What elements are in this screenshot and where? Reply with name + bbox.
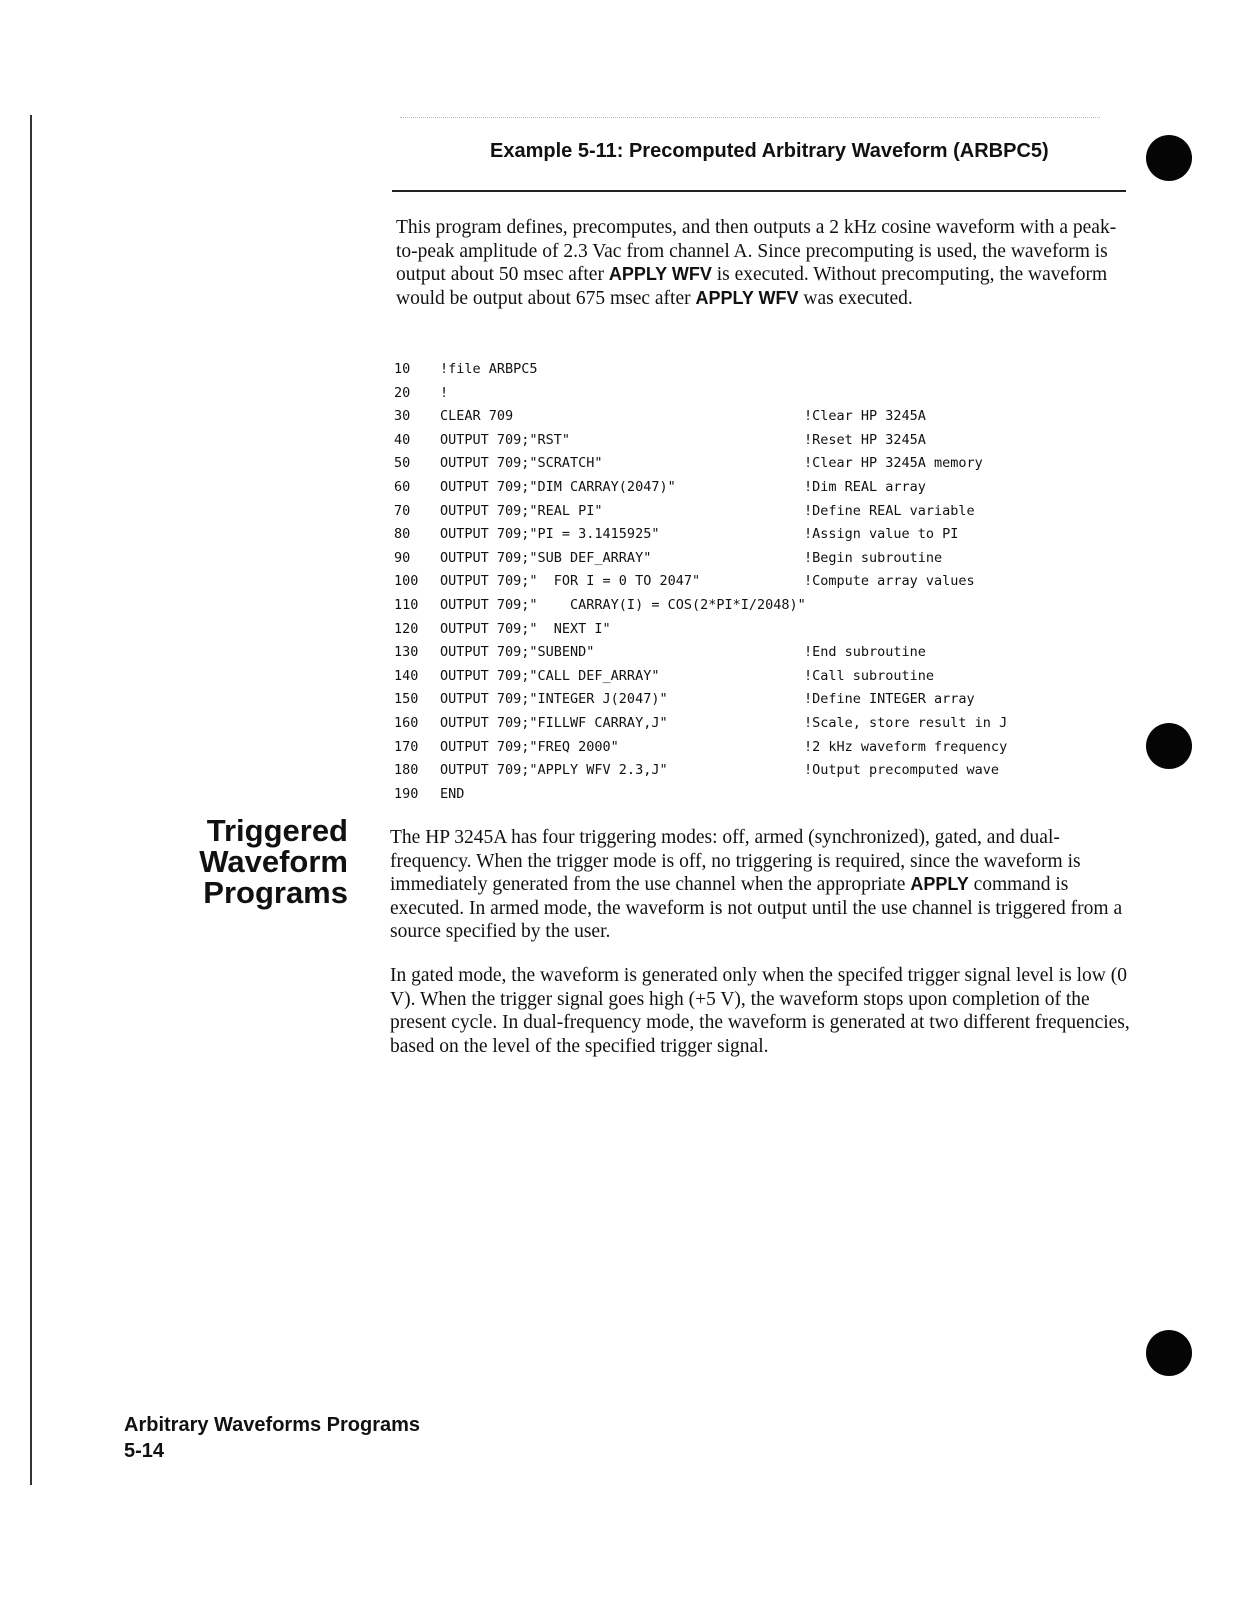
code-comment: !2 kHz waveform frequency [804, 738, 1008, 755]
punch-hole [1146, 135, 1192, 181]
code-comment: !End subroutine [804, 644, 926, 661]
code-statement: OUTPUT 709;" NEXT I" [440, 620, 611, 637]
line-number: 40 [394, 431, 411, 448]
text-run: This program defines, precomputes, and then outputs a 2 kHz cosine waveform with a peak-to-peak amplitude of 2.3 Vac from channel A. Since precomputing is used, the waveform is output about 50 msec after [396, 217, 1117, 285]
code-statement: OUTPUT 709;"PI = 3.1415925" [440, 526, 660, 543]
code-statement: OUTPUT 709;"SUB DEF_ARRAY" [440, 549, 652, 566]
command-keyword: APPLY [910, 874, 969, 894]
code-line [394, 759, 1154, 783]
code-line [394, 547, 1154, 571]
page-number: 5-14 [124, 1440, 165, 1462]
section-heading-line: Waveform [199, 844, 348, 879]
title-rule [392, 190, 1126, 192]
code-statement: ! [440, 384, 449, 401]
code-line [394, 570, 1154, 594]
line-number: 50 [394, 455, 411, 472]
code-statement: OUTPUT 709;"SCRATCH" [440, 455, 603, 472]
code-comment: !Scale, store result in J [804, 714, 1008, 731]
text-run: was executed. [798, 287, 913, 309]
code-comment: !Compute array values [804, 573, 975, 590]
trigger-modes-paragraph [390, 826, 1135, 944]
code-line [394, 429, 1154, 453]
code-statement: OUTPUT 709;"RST" [440, 431, 571, 448]
section-heading-line: Triggered [206, 813, 348, 848]
code-line [394, 618, 1154, 642]
line-number: 110 [394, 596, 419, 613]
section-heading-line: Programs [203, 875, 348, 910]
code-statement: OUTPUT 709;"FILLWF CARRAY,J" [440, 714, 668, 731]
scan-noise [400, 117, 1100, 118]
code-statement: !file ARBPC5 [440, 361, 538, 377]
line-number: 140 [394, 667, 419, 684]
code-line [394, 736, 1154, 760]
code-comment: !Define INTEGER array [804, 691, 975, 708]
line-number: 70 [394, 502, 411, 519]
code-line [394, 452, 1154, 476]
page-footer [124, 1412, 420, 1464]
code-line [394, 688, 1154, 712]
code-line [394, 358, 1154, 382]
code-statement: OUTPUT 709;"APPLY WFV 2.3,J" [440, 762, 668, 779]
line-number: 20 [394, 384, 411, 401]
code-line [394, 500, 1154, 524]
left-margin-rule [30, 115, 32, 1485]
command-keyword: APPLY WFV [695, 287, 799, 308]
text-run: The HP 3245A has four triggering modes: off, armed (synchronized), gated, and dual-frequency. When the trigger mode is off, no triggering is required, since the waveform is immediately generated from the use channel when the appropriate [390, 827, 1081, 895]
line-number: 180 [394, 762, 419, 779]
code-comment: !Clear HP 3245A [804, 408, 926, 425]
code-comment: !Assign value to PI [804, 526, 959, 543]
code-comment: !Define REAL variable [804, 502, 975, 519]
code-line [394, 523, 1154, 547]
code-statement: OUTPUT 709;"SUBEND" [440, 644, 595, 661]
code-statement: END [440, 785, 465, 802]
text-run: In gated mode, the waveform is generated only when the specifed trigger signal level is low (0 V). When the trigger signal goes high (+5 V), the waveform stops upon completion of the present cycle. In dual-frequency mode, the waveform is generated at two different frequencies, based on the level of the specified trigger signal. [390, 965, 1130, 1057]
code-line [394, 594, 1154, 618]
code-statement: OUTPUT 709;" FOR I = 0 TO 2047" [440, 573, 701, 590]
code-statement: OUTPUT 709;"INTEGER J(2047)" [440, 691, 668, 708]
code-statement: OUTPUT 709;"REAL PI" [440, 502, 603, 519]
line-number: 150 [394, 691, 419, 708]
code-statement: OUTPUT 709;"CALL DEF_ARRAY" [440, 667, 660, 684]
code-comment: !Dim REAL array [804, 478, 926, 495]
line-number: 90 [394, 549, 411, 566]
line-number: 130 [394, 644, 419, 661]
code-line [394, 405, 1154, 429]
code-comment: !Clear HP 3245A memory [804, 455, 983, 472]
code-statement: OUTPUT 709;"FREQ 2000" [440, 738, 619, 755]
text-run: is executed. Without precomputing, the waveform would be output about 675 msec after [396, 264, 1108, 309]
line-number: 80 [394, 526, 411, 543]
code-statement: CLEAR 709 [440, 408, 514, 425]
code-statement: OUTPUT 709;"DIM CARRAY(2047)" [440, 478, 676, 495]
code-line [394, 382, 1154, 406]
line-number: 160 [394, 714, 419, 731]
code-comment: !Call subroutine [804, 667, 935, 684]
command-keyword: APPLY WFV [608, 264, 712, 284]
punch-hole [1146, 1330, 1192, 1376]
footer-title: Arbitrary Waveforms Programs [124, 1414, 421, 1436]
code-comment: !Reset HP 3245A [804, 431, 926, 448]
code-listing [394, 358, 1154, 806]
example-title: Example 5-11: Precomputed Arbitrary Waveform (ARBPC5) [490, 140, 1049, 162]
code-line [394, 712, 1154, 736]
line-number: 10 [394, 361, 411, 377]
code-comment: !Begin subroutine [804, 549, 943, 566]
line-number: 190 [394, 785, 419, 802]
code-line [394, 641, 1154, 665]
code-line [394, 476, 1154, 500]
line-number: 30 [394, 408, 411, 425]
line-number: 100 [394, 573, 419, 590]
gated-mode-paragraph [390, 964, 1135, 1058]
intro-paragraph [396, 216, 1136, 310]
code-line [394, 665, 1154, 689]
line-number: 60 [394, 478, 411, 495]
text-run: command is executed. In armed mode, the waveform is not output until the use channel is triggered from a source specified by the user. [390, 874, 1123, 942]
code-line [394, 783, 1154, 807]
line-number: 120 [394, 620, 419, 637]
line-number: 170 [394, 738, 419, 755]
section-heading [150, 815, 348, 908]
code-comment: !Output precomputed wave [804, 762, 1000, 779]
code-statement: OUTPUT 709;" CARRAY(I) = COS(2*PI*I/2048)" [440, 596, 806, 613]
